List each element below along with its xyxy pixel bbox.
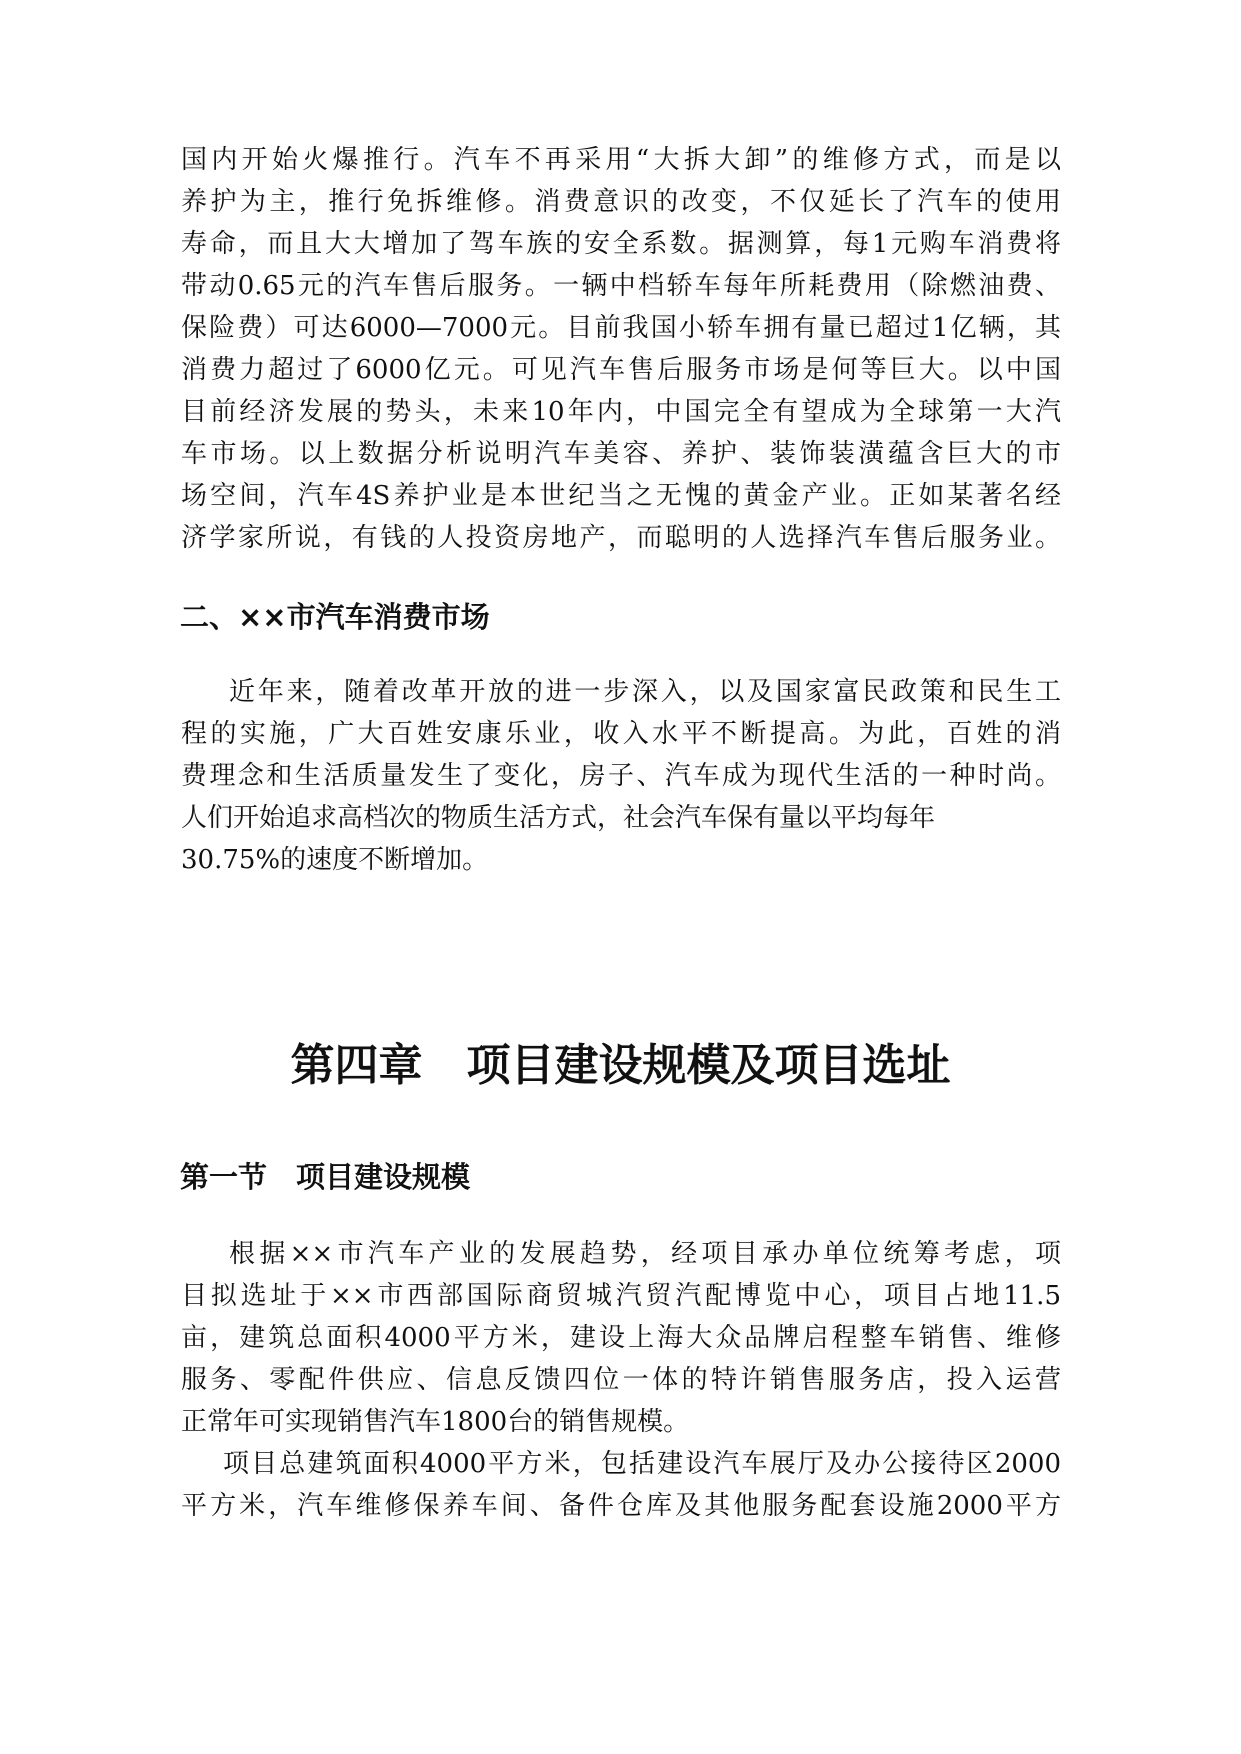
text-line: 费理念和生活质量发生了变化，房子、汽车成为现代生活的一种时尚。	[181, 761, 1061, 791]
text-line: 保险费）可达6000—7000元。目前我国小轿车拥有量已超过1亿辆，其	[181, 313, 1061, 343]
text-line: 济学家所说，有钱的人投资房地产，而聪明的人选择汽车售后服务业。	[181, 523, 1061, 553]
section-title: 第一节 项目建设规模	[180, 1160, 471, 1194]
text-line: 目前经济发展的势头，未来10年内，中国完全有望成为全球第一大汽	[181, 397, 1061, 427]
text-line: 近年来，随着改革开放的进一步深入，以及国家富民政策和民生工	[229, 677, 1061, 707]
section-heading-consumer-market: 二、××市汽车消费市场	[180, 600, 490, 634]
chapter-title: 第四章 项目建设规模及项目选址	[290, 1040, 951, 1091]
text-line: 国内开始火爆推行。汽车不再采用“大拆大卸”的维修方式，而是以	[181, 145, 1061, 175]
text-line: 项目总建筑面积4000平方米，包括建设汽车展厅及办公接待区2000	[223, 1449, 1061, 1479]
text-line: 平方米，汽车维修保养车间、备件仓库及其他服务配套设施2000平方	[181, 1491, 1061, 1521]
text-line: 根据××市汽车产业的发展趋势，经项目承办单位统筹考虑，项	[229, 1239, 1061, 1269]
text-line: 人们开始追求高档次的物质生活方式，社会汽车保有量以平均每年	[181, 803, 936, 833]
text-line: 养护为主，推行免拆维修。消费意识的改变，不仅延长了汽车的使用	[181, 187, 1061, 217]
text-line: 目拟选址于××市西部国际商贸城汽贸汽配博览中心，项目占地11.5	[181, 1281, 1061, 1311]
text-line: 场空间，汽车4S养护业是本世纪当之无愧的黄金产业。正如某著名经	[181, 481, 1061, 511]
text-line: 消费力超过了6000亿元。可见汽车售后服务市场是何等巨大。以中国	[181, 355, 1061, 385]
text-line: 正常年可实现销售汽车1800台的销售规模。	[181, 1407, 690, 1437]
text-line: 30.75%的速度不断增加。	[181, 845, 489, 875]
text-line: 服务、零配件供应、信息反馈四位一体的特许销售服务店，投入运营	[181, 1365, 1061, 1395]
text-line: 程的实施，广大百姓安康乐业，收入水平不断提高。为此，百姓的消	[181, 719, 1061, 749]
text-line: 亩，建筑总面积4000平方米，建设上海大众品牌启程整车销售、维修	[181, 1323, 1061, 1353]
text-line: 寿命，而且大大增加了驾车族的安全系数。据测算，每1元购车消费将	[181, 229, 1061, 259]
text-line: 车市场。以上数据分析说明汽车美容、养护、装饰装潢蕴含巨大的市	[181, 439, 1061, 469]
text-line: 带动0.65元的汽车售后服务。一辆中档轿车每年所耗费用（除燃油费、	[181, 271, 1061, 301]
